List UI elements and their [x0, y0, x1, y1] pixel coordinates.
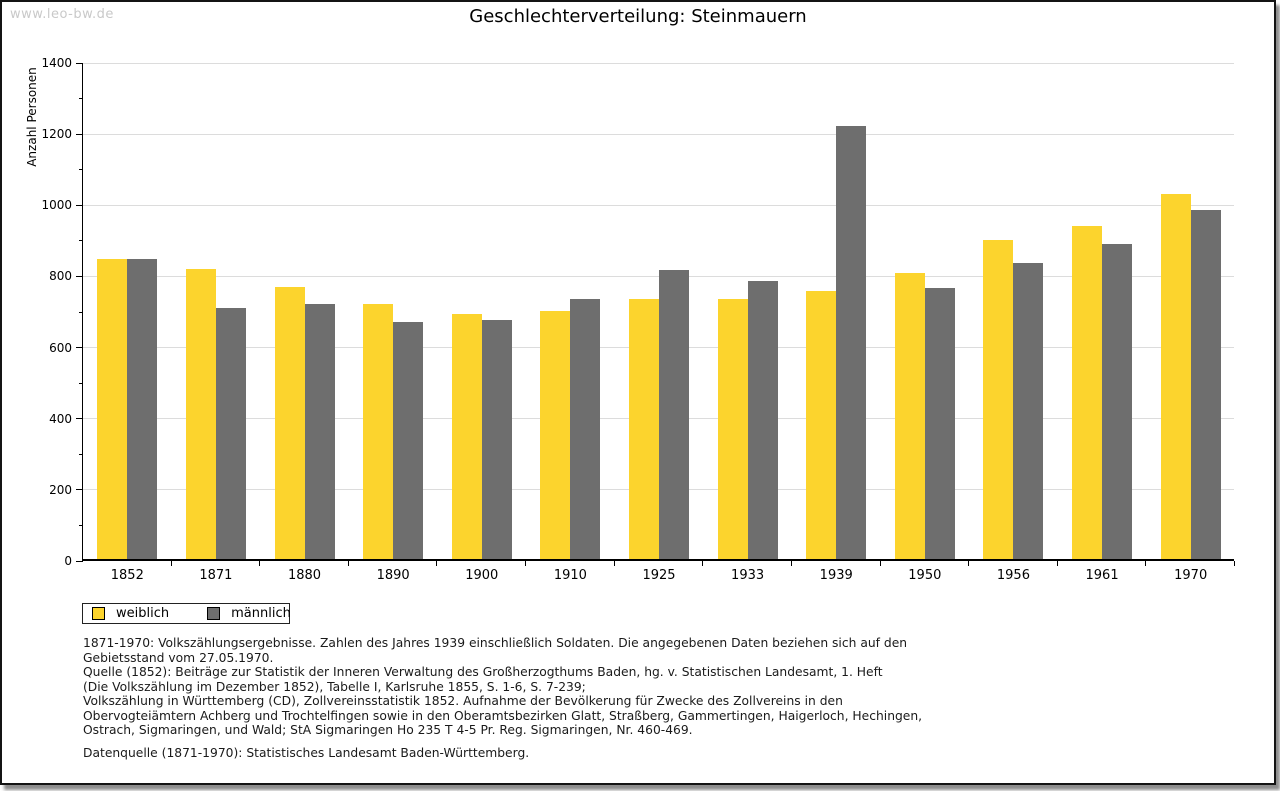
y-tick-label-1200: 1200 [41, 127, 72, 142]
legend [82, 603, 290, 624]
x-tick-label-1852: 1852 [110, 568, 144, 583]
x-tick-label-1950: 1950 [908, 568, 942, 583]
x-tick-1890 [436, 561, 437, 566]
bar-group-1933 [703, 63, 792, 583]
x-tick-label-1956: 1956 [996, 568, 1030, 583]
bar-männlich-1961 [1102, 244, 1132, 559]
x-tick-label-1871: 1871 [199, 568, 233, 583]
footnote-line-1-4: (Die Volkszählung im Dezember 1852), Tabelle I, Karlsruhe 1855, S. 1-6, S. 7-239; [83, 679, 586, 694]
x-tick-1933 [791, 561, 792, 566]
bar-group-1950 [881, 63, 970, 583]
x-tick-label-1925: 1925 [642, 568, 676, 583]
y-tick-1000 [76, 205, 83, 206]
y-tick-600 [76, 347, 83, 348]
bar-group-1890 [349, 63, 438, 583]
y-tick-200 [76, 489, 83, 490]
x-tick-1970 [1234, 561, 1235, 566]
bar-männlich-1852 [127, 259, 157, 559]
footnotes [83, 636, 922, 760]
y-tick-label-400: 400 [49, 411, 72, 426]
bar-weiblich-1925 [629, 299, 659, 559]
x-tick-label-1961: 1961 [1085, 568, 1119, 583]
y-tick-1200 [76, 134, 83, 135]
x-tick-1900 [525, 561, 526, 566]
bar-männlich-1900 [482, 320, 512, 559]
x-tick-label-1970: 1970 [1174, 568, 1208, 583]
y-tick-1400 [76, 63, 83, 64]
bar-weiblich-1852 [97, 259, 127, 559]
footnote-line-1-2: Gebietsstand vom 27.05.1970. [83, 650, 274, 665]
bar-männlich-1970 [1191, 210, 1221, 559]
bar-group-1970 [1146, 63, 1235, 583]
y-tick-label-1000: 1000 [41, 198, 72, 213]
bar-weiblich-1950 [895, 273, 925, 559]
footnote-line-1-7: Ostrach, Sigmaringen, und Wald; StA Sigmaringen Ho 235 T 4-5 Pr. Reg. Sigmaringen, Nr. 460-469. [83, 723, 693, 737]
x-tick-label-1890: 1890 [376, 568, 410, 583]
x-tick-1961 [1145, 561, 1146, 566]
y-tick-label-800: 800 [49, 269, 72, 284]
bar-männlich-1871 [216, 308, 246, 559]
x-tick-label-1880: 1880 [287, 568, 322, 583]
bar-männlich-1910 [570, 299, 600, 559]
footnote-paragraph-1 [83, 636, 922, 738]
bar-group-1925 [615, 63, 704, 583]
legend-label-weiblich: weiblich [116, 606, 170, 621]
bar-group-1871 [172, 63, 261, 583]
footnote-paragraph-2 [83, 746, 922, 761]
x-tick-label-1933: 1933 [731, 568, 765, 583]
bar-group-1852 [83, 63, 172, 583]
legend-item-männlich [207, 606, 291, 621]
footnote-line-1-6: Obervogteiämtern Achberg und Trochtelfingen sowie in den Oberamtsbezirken Glatt, Straßberg, Gammertingen, Haigerloch, Hechingen, [83, 708, 923, 723]
bar-weiblich-1939 [806, 291, 836, 559]
bar-weiblich-1900 [452, 314, 482, 559]
bar-weiblich-1890 [363, 304, 393, 559]
watermark: www.leo-bw.de [10, 7, 114, 22]
y-tick-800 [76, 276, 83, 277]
x-tick-1925 [702, 561, 703, 566]
y-tick-label-600: 600 [49, 340, 72, 355]
x-tick-1939 [880, 561, 881, 566]
plot-area [41, 56, 1234, 583]
x-tick-1910 [614, 561, 615, 566]
bar-männlich-1880 [305, 304, 335, 559]
bar-männlich-1950 [925, 288, 955, 559]
y-tick-label-200: 200 [49, 482, 72, 497]
bar-weiblich-1970 [1161, 194, 1191, 559]
bar-weiblich-1933 [718, 299, 748, 559]
x-tick-1852 [171, 561, 172, 566]
x-tick-label-1939: 1939 [819, 568, 853, 583]
bar-weiblich-1880 [275, 287, 305, 559]
legend-item-weiblich [92, 606, 169, 621]
bar-group-1910 [526, 63, 615, 583]
footnote-line-1-5: Volkszählung in Württemberg (CD), Zollvereinsstatistik 1852. Aufnahme der Bevölkerung für Zwecke des Zollvereins in den [83, 694, 843, 708]
footnote-line-2-1: Datenquelle (1871-1970): Statistisches Landesamt Baden-Württemberg. [83, 745, 530, 760]
x-tick-1956 [1057, 561, 1058, 566]
bar-weiblich-1956 [983, 240, 1013, 559]
bar-männlich-1933 [748, 281, 778, 559]
x-tick-label-1910: 1910 [553, 568, 587, 583]
footnote-line-1-1: 1871-1970: Volkszählungsergebnisse. Zahlen des Jahres 1939 einschließlich Soldaten. Die angegebenen Daten beziehen sich auf den [83, 636, 908, 650]
bar-weiblich-1910 [540, 311, 570, 559]
y-tick-0 [76, 561, 83, 562]
legend-swatch-weiblich [92, 607, 105, 620]
legend-swatch-männlich [207, 607, 220, 620]
bar-männlich-1956 [1013, 263, 1043, 559]
footnote-line-1-3: Quelle (1852): Beiträge zur Statistik der Inneren Verwaltung des Großherzogthums Baden, hg. v. Statistischen Landesamt, 1. Heft [83, 665, 883, 679]
legend-label-männlich: männlich [231, 606, 291, 621]
bar-group-1961 [1058, 63, 1147, 583]
x-tick-label-1900: 1900 [465, 568, 499, 583]
y-tick-400 [76, 418, 83, 419]
x-tick-1871 [259, 561, 260, 566]
bar-group-1900 [437, 63, 526, 583]
bar-weiblich-1871 [186, 269, 216, 559]
x-tick-1950 [968, 561, 969, 566]
bar-group-1956 [969, 63, 1058, 583]
bar-group-1939 [792, 63, 881, 583]
bar-männlich-1890 [393, 322, 423, 559]
y-tick-label-0: 0 [64, 554, 72, 568]
y-tick-label-1400: 1400 [41, 56, 72, 70]
y-axis-label: Anzahl Personen [25, 67, 39, 167]
bar-group-1880 [260, 63, 349, 583]
chart-title: Geschlechterverteilung: Steinmauern [469, 6, 807, 27]
bar-männlich-1925 [659, 270, 689, 559]
bar-männlich-1939 [836, 126, 866, 559]
x-tick-1880 [348, 561, 349, 566]
bar-weiblich-1961 [1072, 226, 1102, 559]
